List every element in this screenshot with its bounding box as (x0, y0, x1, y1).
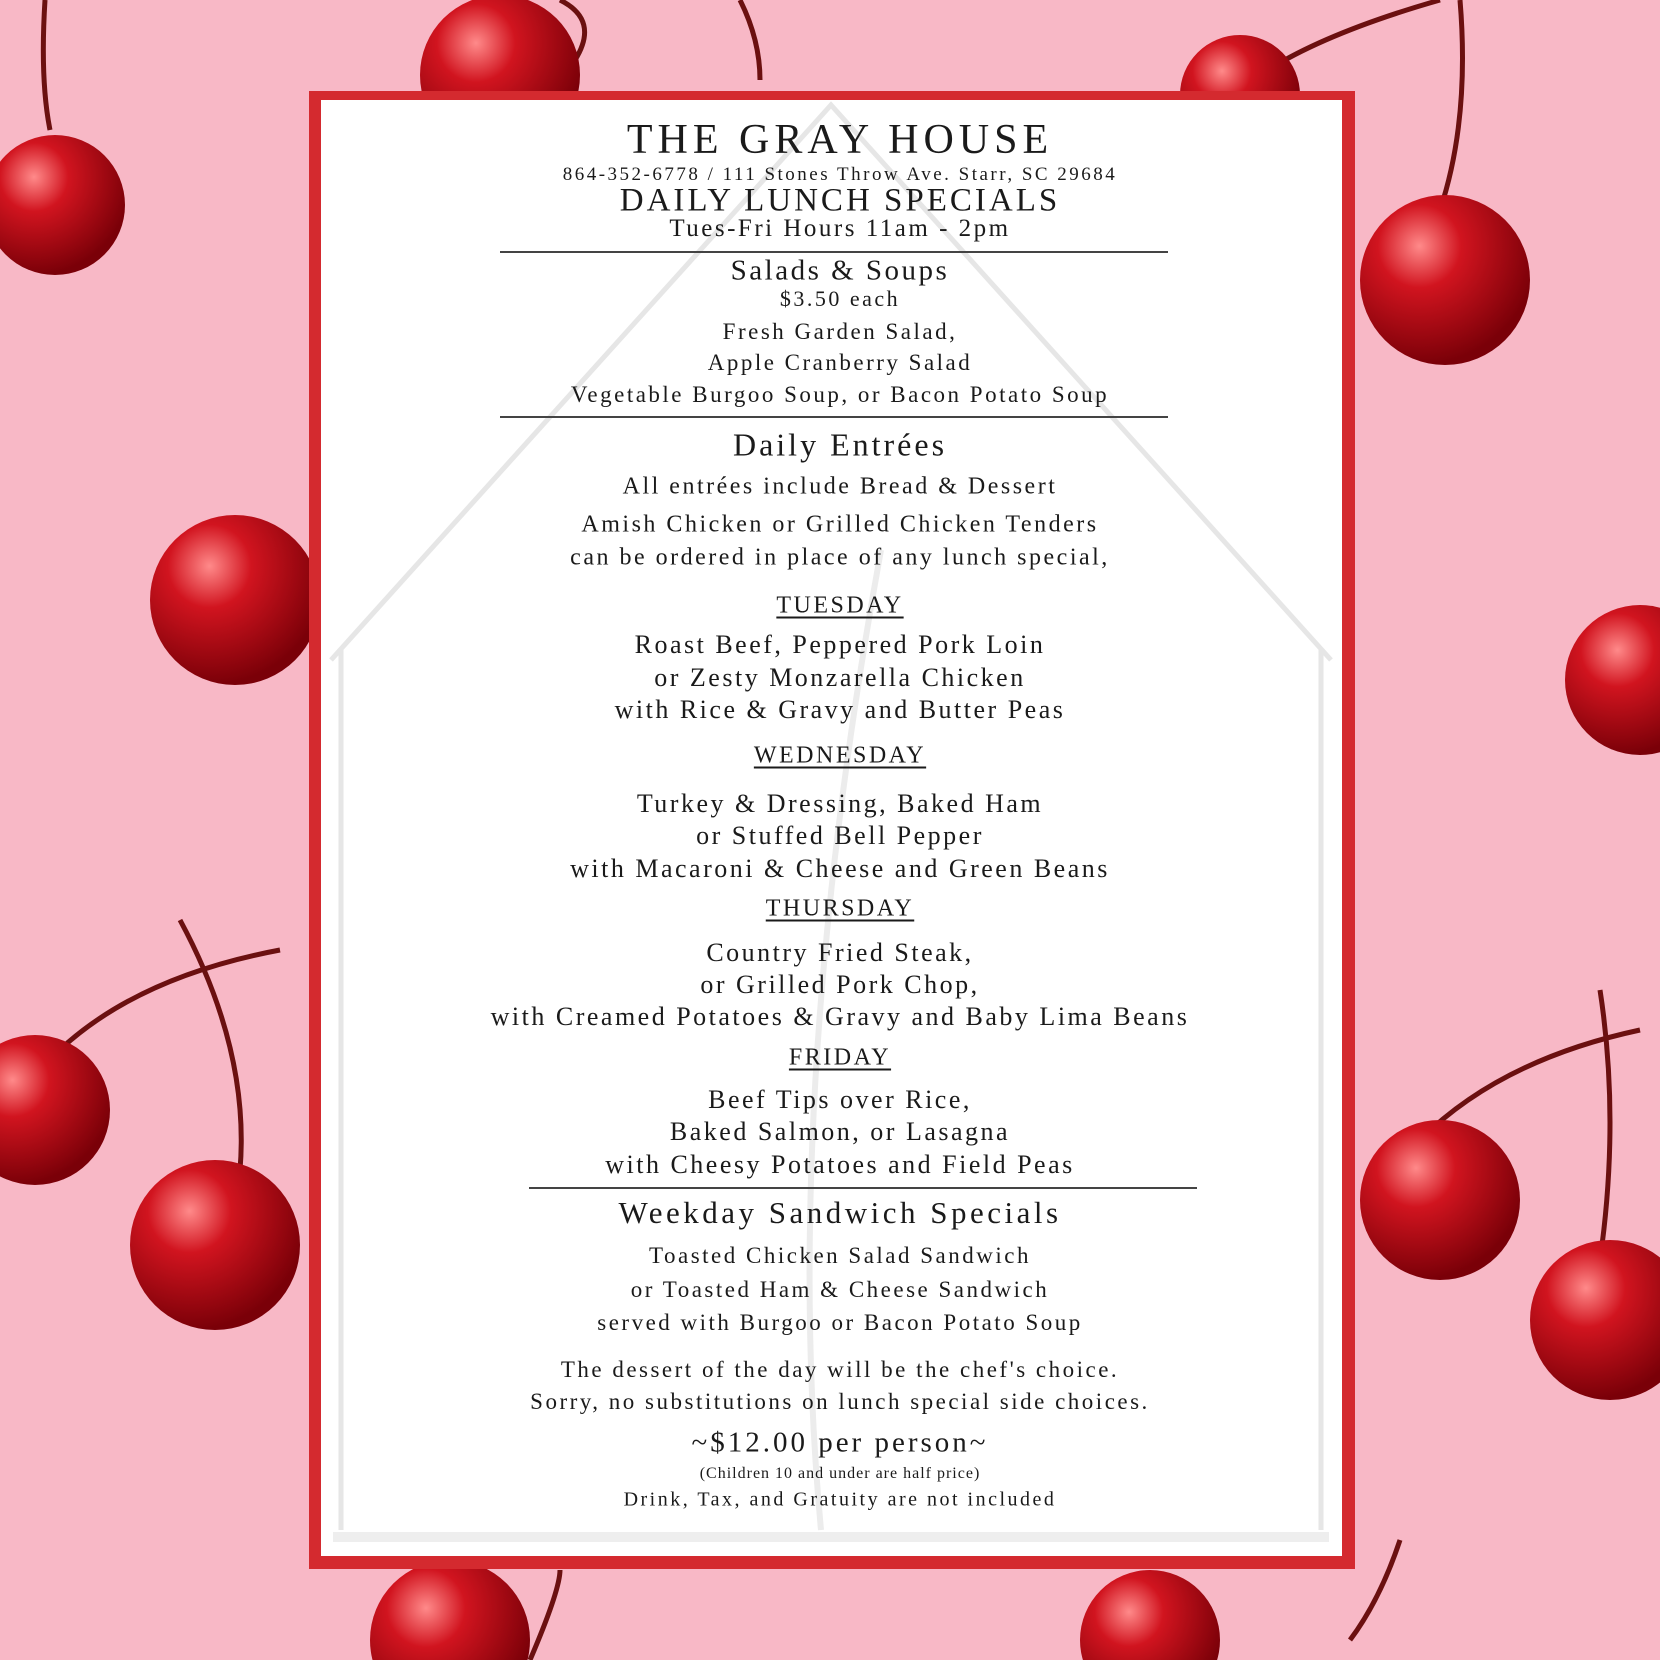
sandwich-line: served with Burgoo or Bacon Potato Soup (597, 1310, 1083, 1335)
footer-note: The dessert of the day will be the chef's choice. (560, 1357, 1120, 1382)
divider (529, 1187, 1197, 1189)
entree-line: Country Fried Steak, (706, 938, 974, 967)
salad-item: Vegetable Burgoo Soup, or Bacon Potato Soup (570, 382, 1110, 407)
entrees-heading: Daily Entrées (732, 426, 948, 463)
divider (500, 416, 1168, 418)
entree-line: Baked Salmon, or Lasagna (669, 1117, 1011, 1146)
day-heading-wednesday: WEDNESDAY (753, 742, 927, 769)
restaurant-name: THE GRAY HOUSE (626, 117, 1054, 163)
sandwich-line: or Toasted Ham & Cheese Sandwich (630, 1277, 1050, 1302)
entree-line: Turkey & Dressing, Baked Ham (636, 789, 1044, 818)
menu-title: DAILY LUNCH SPECIALS (619, 182, 1061, 219)
salads-price: $3.50 each (779, 286, 901, 311)
entree-line: with Creamed Potatoes & Gravy and Baby Lima Beans (490, 1002, 1190, 1031)
children-note: (Children 10 and under are half price) (699, 1465, 981, 1482)
price-per-person: ~$12.00 per person~ (691, 1426, 989, 1459)
day-heading-tuesday: TUESDAY (776, 592, 904, 619)
contact-info: 864-352-6778 / 111 Stones Throw Ave. Starr, SC 29684 (562, 164, 1118, 185)
entree-line: with Rice & Gravy and Butter Peas (614, 695, 1066, 724)
entrees-note: can be ordered in place of any lunch special, (570, 544, 1110, 571)
salad-item: Apple Cranberry Salad (707, 350, 973, 375)
entree-line: with Macaroni & Cheese and Green Beans (570, 854, 1110, 883)
sandwich-heading: Weekday Sandwich Specials (618, 1195, 1062, 1230)
sandwich-line: Toasted Chicken Salad Sandwich (649, 1243, 1031, 1268)
entrees-note: All entrées include Bread & Dessert (622, 473, 1058, 500)
salads-heading: Salads & Soups (730, 254, 950, 287)
exclusions-note: Drink, Tax, and Gratuity are not included (623, 1488, 1057, 1511)
day-heading-thursday: THURSDAY (765, 895, 915, 922)
hours: Tues-Fri Hours 11am - 2pm (669, 215, 1011, 242)
entree-line: or Grilled Pork Chop, (700, 970, 980, 999)
entree-line: or Stuffed Bell Pepper (696, 821, 984, 850)
day-heading-friday: FRIDAY (788, 1044, 892, 1071)
salad-item: Fresh Garden Salad, (722, 319, 958, 344)
entree-line: or Zesty Monzarella Chicken (654, 663, 1026, 692)
entree-line: with Cheesy Potatoes and Field Peas (605, 1150, 1075, 1179)
entrees-note: Amish Chicken or Grilled Chicken Tenders (581, 511, 1099, 538)
entree-line: Roast Beef, Peppered Pork Loin (634, 630, 1046, 659)
divider (500, 251, 1168, 253)
entree-line: Beef Tips over Rice, (708, 1085, 972, 1114)
footer-note: Sorry, no substitutions on lunch special side choices. (530, 1389, 1150, 1414)
